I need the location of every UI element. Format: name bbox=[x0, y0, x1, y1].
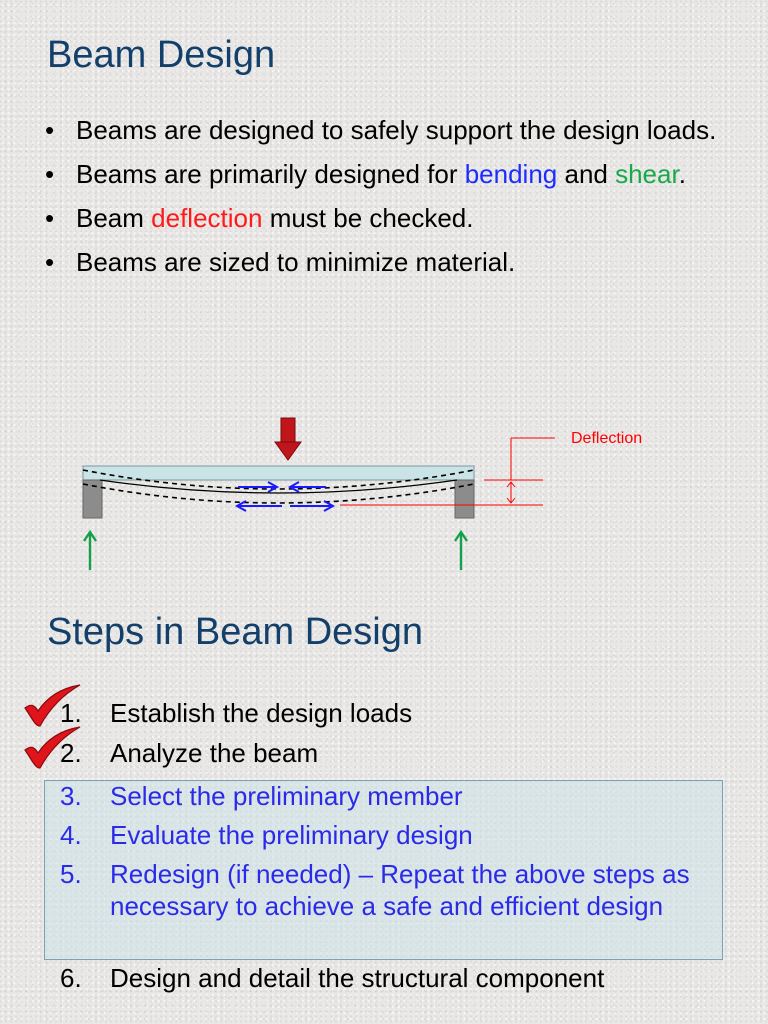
bullet-item: • Beam deflection must be checked. bbox=[45, 201, 725, 236]
right-support bbox=[455, 480, 474, 518]
step-item: 6. Design and detail the structural component bbox=[60, 963, 605, 993]
beam-curve bbox=[100, 480, 457, 493]
reaction-arrows bbox=[84, 532, 467, 570]
step-item: 4. Evaluate the preliminary design bbox=[60, 820, 473, 850]
step-item: 2. Analyze the beam bbox=[60, 738, 319, 768]
bullet-list bbox=[45, 113, 725, 289]
compression-arrows bbox=[238, 482, 326, 492]
load-arrow bbox=[275, 418, 301, 460]
step-item: 5. Redesign (if needed) – Repeat the above steps as necessary to achieve a safe and efficient design bbox=[60, 859, 690, 921]
step-item: 1. Establish the design loads bbox=[60, 698, 413, 728]
beam bbox=[83, 466, 474, 480]
shear-term: shear bbox=[615, 159, 679, 189]
bullet-item: • Beams are sized to minimize material. bbox=[45, 245, 725, 280]
checkmark-icon bbox=[22, 726, 84, 772]
page-title: Beam Design bbox=[47, 34, 276, 76]
bullet-item: • Beams are primarily designed for bending and shear. bbox=[45, 157, 725, 192]
deflection-term: deflection bbox=[151, 203, 263, 233]
bending-term: bending bbox=[464, 159, 558, 189]
bullet-item: • Beams are designed to safely support the design loads. bbox=[45, 113, 725, 148]
steps-title: Steps in Beam Design bbox=[47, 611, 423, 653]
beam-deflection-diagram bbox=[70, 410, 643, 580]
step-item: 3. Select the preliminary member bbox=[60, 781, 463, 811]
checkmark-icon bbox=[22, 684, 84, 730]
deflection-label: Deflection bbox=[571, 430, 643, 447]
